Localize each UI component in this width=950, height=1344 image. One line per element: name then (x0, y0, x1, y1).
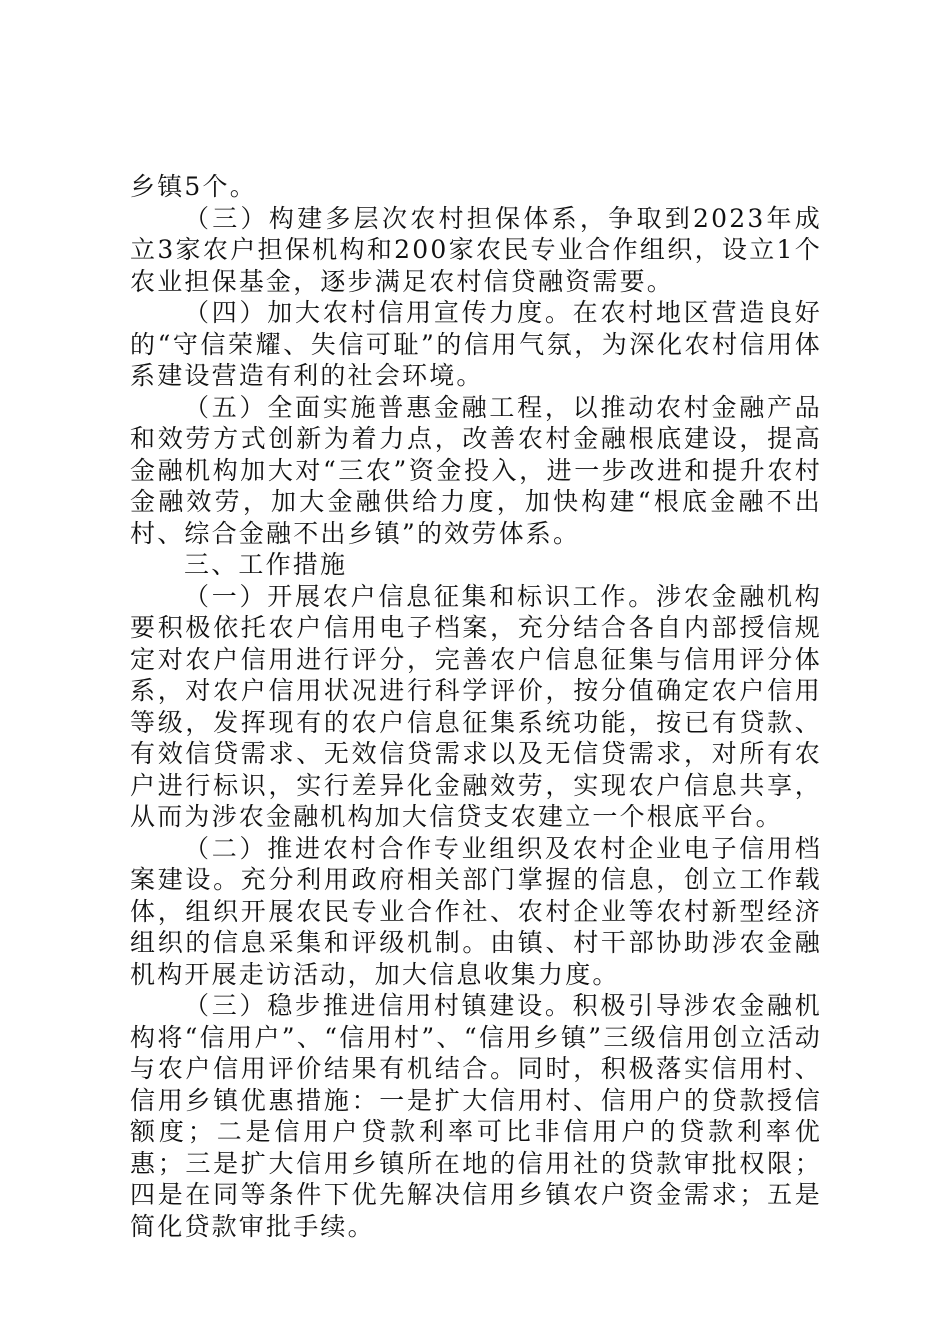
paragraph-farmer-info-collection: （一）开展农户信息征集和标识工作。涉农金融机构要积极依托农户信用电子档案，充分结合各自内部授信规定对农户信用进行评分，完善农户信息征集与信用评分体系，对农户信用状况进行科学评价，按分值确定农户信用等级，发挥现有的农户信息征集系统功能，按已有贷款、有效信贷需求、无效信贷需求以及无信贷需求，对所有农户进行标识，实行差异化金融效劳，实现农户信息共享，从而为涉农金融机构加大信贷支农建立一个根底平台。 (130, 581, 822, 831)
paragraph-credit-publicity: （四）加大农村信用宣传力度。在农村地区营造良好的“守信荣耀、失信可耻”的信用气氛，为深化农村信用体系建设营造有利的社会环境。 (130, 298, 822, 390)
section-heading-work-measures: 三、工作措施 (184, 550, 348, 579)
paragraph-credit-villages: （三）稳步推进信用村镇建设。积极引导涉农金融机构将“信用户”、“信用村”、“信用乡镇”三级信用创立活动与农户信用评价结果有机结合。同时，积极落实信用村、信用乡镇优惠措施：一是扩大信用村、信用户的贷款授信额度；二是信用户贷款利率可比非信用户的贷款利率优惠；三是扩大信用乡镇所在地的信用社的贷款审批权限；四是在同等条件下优先解决信用乡镇农户资金需求；五是简化贷款审批手续。 (130, 991, 822, 1241)
paragraph-township-count: 乡镇5个。 (130, 172, 257, 201)
paragraph-guarantee-system: （三）构建多层次农村担保体系，争取到2023年成立3家农户担保机构和200家农民专业合作组织，设立1个农业担保基金，逐步满足农村信贷融资需要。 (130, 203, 822, 296)
paragraph-inclusive-finance: （五）全面实施普惠金融工程，以推动农村金融产品和效劳方式创新为着力点，改善农村金融根底建设，提高金融机构加大对“三农”资金投入，进一步改进和提升农村金融效劳，加大金融供给力度，加快构建“根底金融不出村、综合金融不出乡镇”的效劳体系。 (130, 392, 822, 548)
document-body (130, 171, 822, 1242)
paragraph-cooperative-credit-files: （二）推进农村合作专业组织及农村企业电子信用档案建设。充分利用政府相关部门掌握的信息，创立工作载体，组织开展农民专业合作社、农村企业等农村新型经济组织的信息采集和评级机制。由镇、村干部协助涉农金融机构开展走访活动，加大信息收集力度。 (130, 833, 822, 989)
